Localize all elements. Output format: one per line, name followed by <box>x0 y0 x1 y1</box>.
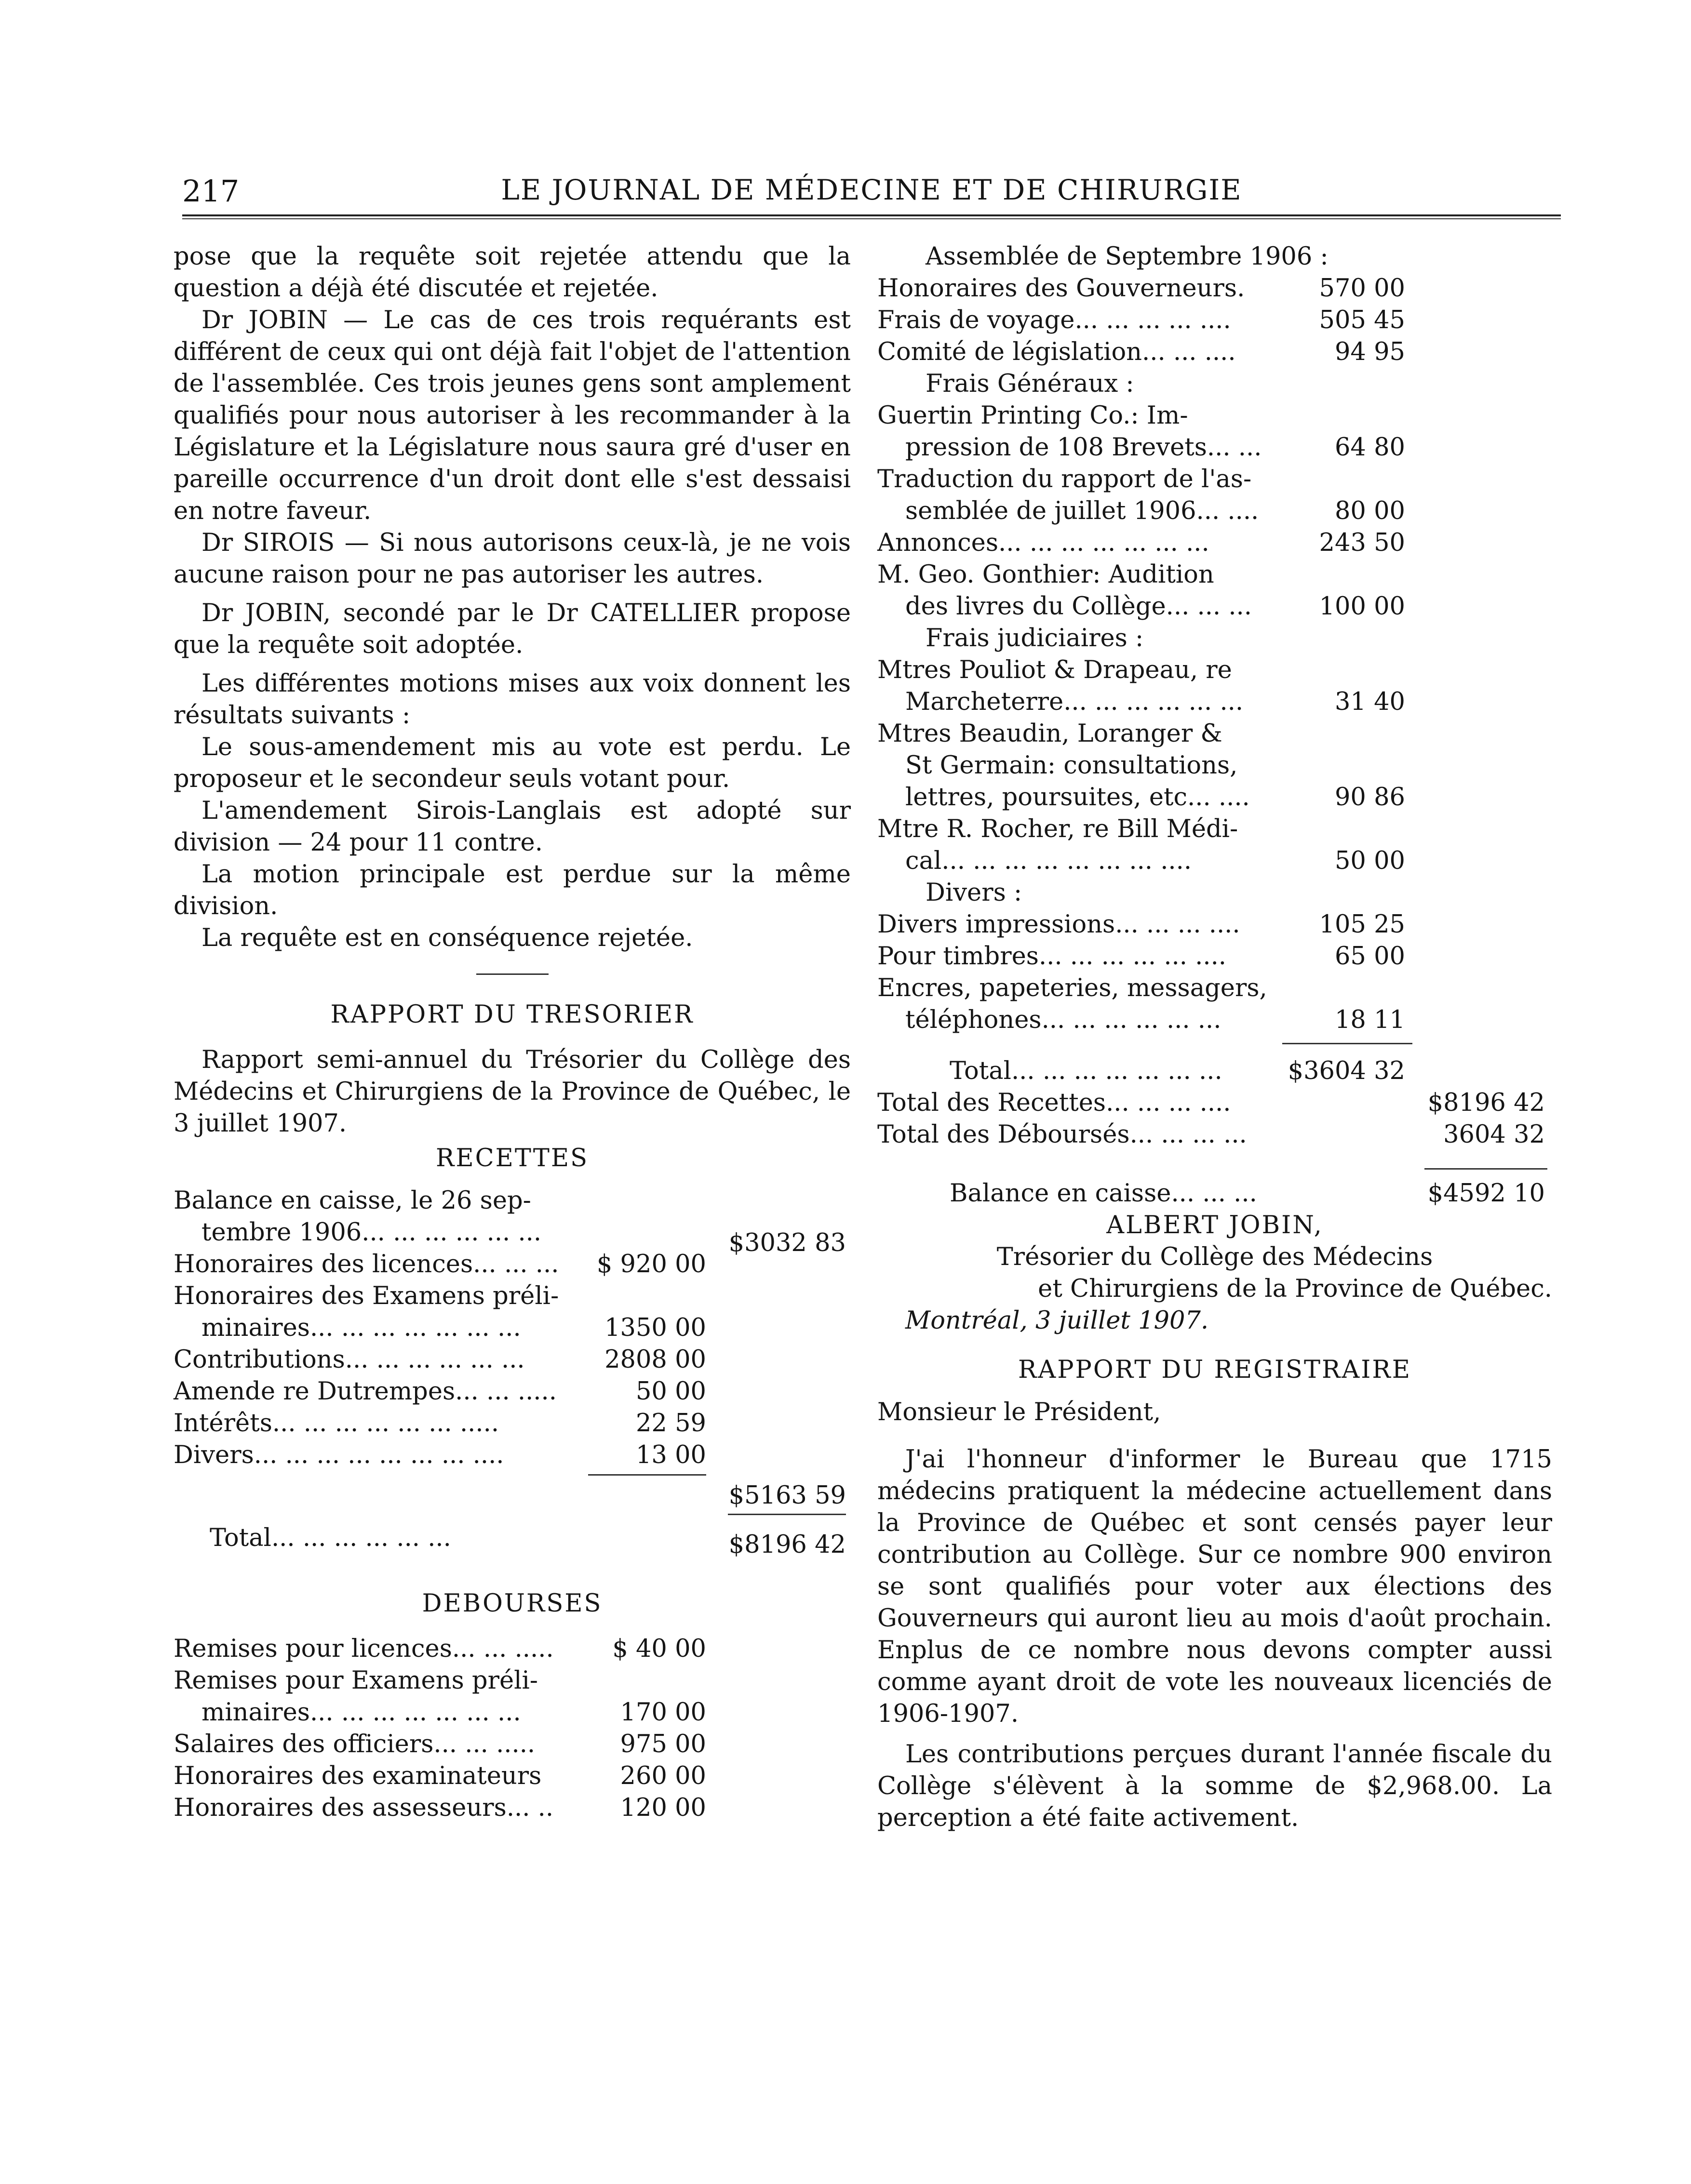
ledger-line <box>877 813 1552 845</box>
ledger-amount: 100 00 <box>1319 592 1405 621</box>
ledger-amount: $8196 42 <box>1427 1089 1545 1117</box>
ledger-label: Mtres Beaudin, Loranger & <box>877 719 1222 748</box>
place-date: Montréal, 3 juillet 1907. <box>905 1306 1209 1335</box>
ledger-amount: 31 40 <box>1334 688 1405 716</box>
ledger-amount: 64 80 <box>1334 433 1405 462</box>
sum-rule <box>1424 1168 1547 1170</box>
ledger-amount: $5163 59 <box>728 1481 846 1510</box>
ledger-line <box>174 1471 851 1510</box>
paragraph: Dr SIROIS — Si nous autorisons ceux-là, je ne vois aucune raison pour ne pas autoriser les autres. <box>174 529 851 589</box>
ledger-label: tembre 1906... ... ... ... ... ... <box>201 1218 542 1247</box>
ledger-label: Annonces... ... ... ... ... ... ... <box>877 529 1209 557</box>
paragraph: La motion principale est perdue sur la même division. <box>174 860 851 920</box>
ledger-amount: 1350 00 <box>604 1314 706 1342</box>
ledger-line <box>877 591 1552 623</box>
ledger-label: des livres du Collège... ... ... <box>905 592 1252 621</box>
ledger-label: Intérêts... ... ... ... ... ... ..... <box>174 1409 499 1438</box>
ledger-line <box>877 909 1552 941</box>
ledger-amount: 50 00 <box>635 1377 706 1406</box>
ledger-label: Honoraires des licences... ... ... <box>174 1250 559 1278</box>
paragraph: La requête est en conséquence rejetée. <box>201 924 693 952</box>
ledger-label: téléphones... ... ... ... ... ... <box>905 1006 1221 1034</box>
signature-title: Trésorier du Collège des Médecins <box>996 1243 1433 1271</box>
page-number: 217 <box>182 173 240 209</box>
ledger-line <box>174 1729 851 1760</box>
ledger-amount: $ 40 00 <box>612 1635 706 1663</box>
ledger-amount: 80 00 <box>1334 497 1405 525</box>
ledger-line <box>174 1408 851 1439</box>
ledger-line <box>877 718 1552 750</box>
page-header <box>182 173 1561 212</box>
treasurer-intro: Rapport semi-annuel du Trésorier du Collège des Médecins et Chirurgiens de la Province de Québec, le 3 juillet 1907. <box>174 1046 851 1138</box>
ledger-label: Comité de législation... ... .... <box>877 338 1236 366</box>
ledger-line <box>877 1178 1552 1210</box>
right-column <box>877 241 1552 1834</box>
ledger-label: Marcheterre... ... ... ... ... ... <box>905 688 1244 716</box>
ledger-amount: $3032 83 <box>728 1229 846 1257</box>
salutation: Monsieur le Président, <box>877 1398 1161 1426</box>
ledger-label: Divers impressions... ... ... .... <box>877 910 1240 939</box>
ledger-label: Total... ... ... ... ... ... <box>210 1524 451 1552</box>
ledger-amount: 2808 00 <box>604 1345 706 1374</box>
ledger-amount: 94 95 <box>1334 338 1405 366</box>
ledger-label: Mtres Pouliot & Drapeau, re <box>877 656 1232 684</box>
ledger-label: Encres, papeteries, messagers, <box>877 974 1267 1002</box>
ledger-line <box>877 877 1552 909</box>
sum-rule <box>588 1474 706 1476</box>
ledger-amount: $ 920 00 <box>596 1250 706 1278</box>
ledger-line <box>174 1760 851 1792</box>
ledger-subheading: Divers : <box>926 879 1022 907</box>
ledger-amount: 120 00 <box>620 1794 706 1822</box>
ledger-amount: 105 25 <box>1319 910 1405 939</box>
ledger-label: Pour timbres... ... ... ... ... .... <box>877 942 1227 971</box>
ledger-line <box>877 1004 1552 1036</box>
ledger-line <box>174 1697 851 1729</box>
ledger-amount: $4592 10 <box>1427 1179 1545 1208</box>
ledger-line <box>877 654 1552 686</box>
left-column <box>174 241 851 1824</box>
ledger-line <box>174 1312 851 1344</box>
debourses-ledger <box>174 1633 851 1824</box>
ledger-line <box>877 782 1552 813</box>
ledger-label: Traduction du rapport de l'as- <box>877 465 1252 493</box>
ledger-amount: 65 00 <box>1334 942 1405 971</box>
ledger-label: Balance en caisse, le 26 sep- <box>174 1186 531 1215</box>
section-separator <box>476 973 549 975</box>
ledger-label: Honoraires des assesseurs... .. <box>174 1794 554 1822</box>
ledger-line <box>174 1792 851 1824</box>
ledger-line <box>877 495 1552 527</box>
ledger-line <box>174 1249 851 1280</box>
ledger-amount: 3604 32 <box>1443 1120 1545 1149</box>
ledger-line <box>174 1344 851 1376</box>
ledger-amount: 90 86 <box>1334 783 1405 812</box>
ledger-line <box>877 432 1552 464</box>
debourses-heading: DEBOURSES <box>422 1589 603 1618</box>
ledger-label: Honoraires des Gouverneurs. <box>877 274 1245 303</box>
sum-rule <box>728 1514 846 1515</box>
ledger-line <box>877 1087 1552 1119</box>
spacer <box>877 1036 1552 1055</box>
ledger-line <box>877 400 1552 432</box>
ledger-line <box>877 941 1552 972</box>
ledger-label: lettres, poursuites, etc... .... <box>905 783 1250 812</box>
paragraph: pose que la requête soit rejetée attendu que la question a déjà été discutée et rejetée. <box>174 242 851 303</box>
ledger-line <box>174 1280 851 1312</box>
ledger-label: Total... ... ... ... ... ... ... <box>950 1057 1222 1085</box>
paragraph: Les contributions perçues durant l'année fiscale du Collège s'élèvent à la somme de $2,968.00. La perception a été faite activement. <box>877 1740 1552 1832</box>
ledger-line <box>174 1376 851 1408</box>
ledger-label: M. Geo. Gonthier: Audition <box>877 560 1214 589</box>
paragraph: J'ai l'honneur d'informer le Bureau que 1715 médecins pratiquent la médecine actuellement dans la Province de Québec et sont censés payer leur contribution au Collège. Sur ce nombre 900 environ se sont qualifiés pour voter aux élections des Gouverneurs qui auront lieu au mois d'août prochain. Enplus de ce nombre nous devons compter aussi comme ayant droit de vote les nouveaux licenciés de 1906-1907. <box>877 1445 1552 1728</box>
ledger-subheading: Frais Généraux : <box>926 370 1134 398</box>
header-rule-thin <box>182 218 1561 219</box>
signature-title: et Chirurgiens de la Province de Québec. <box>1038 1275 1552 1303</box>
ledger-label: Balance en caisse... ... ... <box>950 1179 1257 1208</box>
paragraph: Dr JOBIN, secondé par le Dr CATELLIER propose que la requête soit adoptée. <box>174 599 851 659</box>
ledger-amount: $3604 32 <box>1288 1057 1405 1085</box>
ledger-label: Salaires des officiers... ... ..... <box>174 1730 536 1758</box>
ledger-label: Amende re Dutrempes... ... ..... <box>174 1377 557 1406</box>
ledger-subheading: Assemblée de Septembre 1906 : <box>926 242 1329 271</box>
ledger-line <box>174 1439 851 1471</box>
ledger-line <box>877 1055 1552 1087</box>
ledger-line <box>877 845 1552 877</box>
ledger-label: Total des Recettes... ... ... .... <box>877 1089 1231 1117</box>
ledger-line <box>174 1217 851 1257</box>
ledger-line <box>174 1185 851 1217</box>
header-rule <box>182 214 1561 216</box>
ledger-line <box>877 559 1552 591</box>
ledger-amount: 505 45 <box>1319 306 1405 334</box>
ledger-label: Remises pour Examens préli- <box>174 1666 538 1695</box>
ledger-label: Mtre R. Rocher, re Bill Médi- <box>877 815 1238 843</box>
debourses-ledger-continued <box>877 241 1552 1210</box>
ledger-amount: 975 00 <box>620 1730 706 1758</box>
ledger-line <box>174 1665 851 1697</box>
ledger-label: Remises pour licences... ... ..... <box>174 1635 554 1663</box>
journal-title: LE JOURNAL DE MÉDECINE ET DE CHIRURGIE <box>501 173 1242 206</box>
recettes-ledger <box>174 1185 851 1559</box>
ledger-line <box>877 972 1552 1004</box>
spacer <box>174 1503 851 1522</box>
signature-name: ALBERT JOBIN, <box>1106 1211 1323 1239</box>
ledger-line <box>877 273 1552 305</box>
ledger-label: semblée de juillet 1906... .... <box>905 497 1259 525</box>
ledger-line <box>877 464 1552 495</box>
ledger-amount: 260 00 <box>620 1762 706 1790</box>
ledger-line <box>877 368 1552 400</box>
ledger-line <box>877 1119 1552 1151</box>
ledger-line <box>877 686 1552 718</box>
paragraph: Dr JOBIN — Le cas de ces trois requérants est différent de ceux qui ont déjà fait l'objet de l'attention de l'assemblée. Ces trois jeunes gens sont amplement qualifiés pour nous autoriser à les recommander à la Législature et la Législature nous saura gré d'user en pareille occurrence d'un droit dont elle s'est dessaisi en notre faveur. <box>174 306 851 525</box>
ledger-amount: 18 11 <box>1334 1006 1405 1034</box>
ledger-line <box>877 336 1552 368</box>
spacer <box>877 1151 1552 1178</box>
ledger-label: Divers... ... ... ... ... ... ... .... <box>174 1441 504 1469</box>
ledger-line <box>877 241 1552 273</box>
ledger-label: Honoraires des Examens préli- <box>174 1282 559 1310</box>
ledger-amount: 570 00 <box>1319 274 1405 303</box>
ledger-line <box>174 1522 851 1559</box>
ledger-line <box>877 527 1552 559</box>
ledger-label: Total des Déboursés... ... ... ... <box>877 1120 1247 1149</box>
ledger-line <box>877 623 1552 654</box>
paragraph: Le sous-amendement mis au vote est perdu. Le proposeur et le secondeur seuls votant pour. <box>174 733 851 793</box>
ledger-label: minaires... ... ... ... ... ... ... <box>201 1698 521 1727</box>
ledger-amount: 243 50 <box>1319 529 1405 557</box>
ledger-label: St Germain: consultations, <box>905 751 1238 780</box>
ledger-label: Contributions... ... ... ... ... ... <box>174 1345 525 1374</box>
ledger-amount: 170 00 <box>620 1698 706 1727</box>
ledger-amount: $8196 42 <box>728 1531 846 1559</box>
ledger-label: Guertin Printing Co.: Im- <box>877 401 1188 430</box>
ledger-subheading: Frais judiciaires : <box>926 624 1144 653</box>
ledger-line <box>877 305 1552 336</box>
treasurer-heading: RAPPORT DU TRESORIER <box>330 1000 694 1029</box>
ledger-label: Frais de voyage... ... ... ... .... <box>877 306 1231 334</box>
ledger-label: pression de 108 Brevets... ... <box>905 433 1262 462</box>
paragraph: L'amendement Sirois-Langlais est adopté sur division — 24 pour 11 contre. <box>174 797 851 857</box>
ledger-amount: 13 00 <box>635 1441 706 1469</box>
ledger-amount: 22 59 <box>635 1409 706 1438</box>
ledger-line <box>174 1633 851 1665</box>
recettes-heading: RECETTES <box>435 1144 589 1172</box>
ledger-label: cal... ... ... ... ... ... ... .... <box>905 847 1192 875</box>
ledger-label: minaires... ... ... ... ... ... ... <box>201 1314 521 1342</box>
paragraph: Les différentes motions mises aux voix donnent les résultats suivants : <box>174 669 851 730</box>
registrar-heading: RAPPORT DU REGISTRAIRE <box>1018 1356 1411 1384</box>
sum-rule <box>1282 1043 1412 1044</box>
ledger-amount: 50 00 <box>1334 847 1405 875</box>
ledger-line <box>877 750 1552 782</box>
ledger-label: Honoraires des examinateurs <box>174 1762 542 1790</box>
